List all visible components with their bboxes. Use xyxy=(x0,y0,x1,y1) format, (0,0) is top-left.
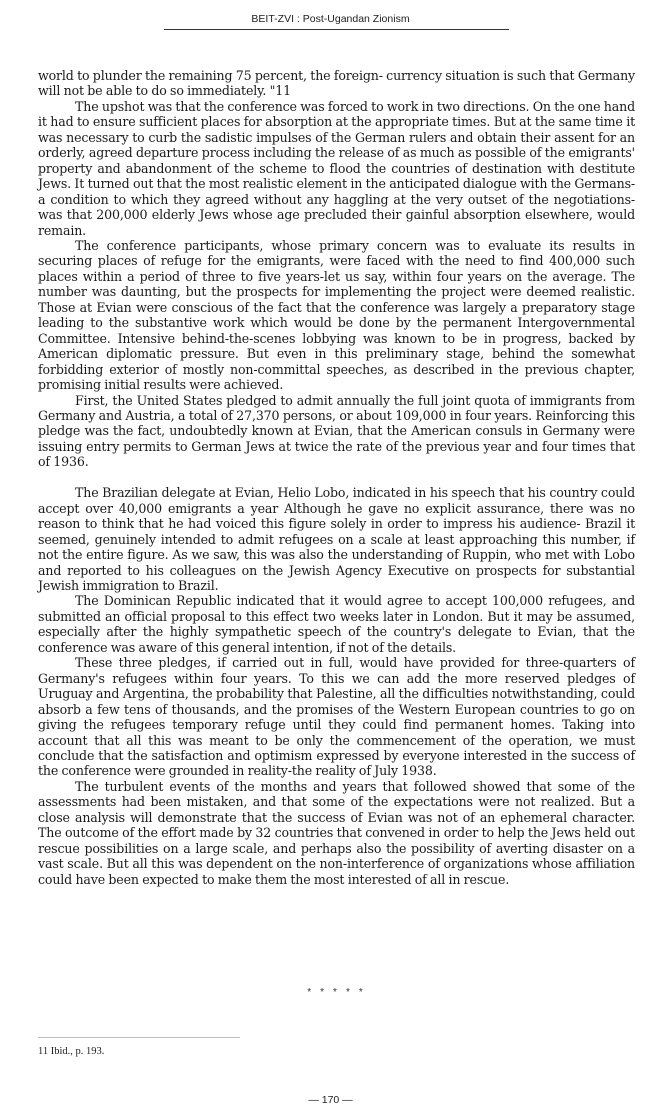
paragraph: The Brazilian delegate at Evian, Helio Lobo, indicated in his speech that his country could accept over 40,000 emigrants a year Although he gave no explicit assurance, there was no reason to think that he had voiced this figure solely in order to impress his audience- Brazil it seemed, genuinely intended to admit refugees on a scale at least approaching this number, if not the entire figure. As we saw, this was also the understanding of Ruppin, who met with Lobo and reported to his colleagues on the Jewish Agency Executive on prospects for substantial Jewish immigration to Brazil. xyxy=(38,485,635,593)
section-break: ***** xyxy=(307,987,372,998)
paragraph: The conference participants, whose primary concern was to evaluate its results in securing places of refuge for the emigrants, were faced with the need to find 400,000 such places within a period of three to five years-let us say, within four years on the average. The number was daunting, but the prospects for implementing the project were deemed realistic. Those at Evian were conscious of the fact that the conference was largely a preparatory stage leading to the substantive work which would be done by the permanent Intergovernmental Committee. Intensive behind-the-scenes lobbying was known to be in progress, backed by American diplomatic pressure. But even in this preliminary stage, behind the somewhat forbidding exterior of mostly non-committal speeches, as described in the previous chapter, promising initial results were achieved. xyxy=(38,237,635,393)
paragraph-continuation: world to plunder the remaining 75 percent, the foreign- currency situation is such that Germany will not be able to do so immediately. "11 xyxy=(38,68,635,99)
body-text xyxy=(38,68,635,887)
footnote: 11 Ibid., p. 193. xyxy=(38,1046,105,1057)
paragraph: These three pledges, if carried out in full, would have provided for three-quarters of Germany's refugees within four years. To this we can add the more reserved pledges of Uruguay and Argentina, the probability that Palestine, all the difficulties notwithstanding, could absorb a few tens of thousands, and the promises of the Western European countries to go on giving the refugees temporary refuge until they could find permanent homes. Taking into account that all this was meant to be only the commencement of the operation, we must conclude that the satisfaction and optimism expressed by everyone interested in the success of the conference were grounded in reality-the reality of July 1938. xyxy=(38,655,635,779)
paragraph: The turbulent events of the months and years that followed showed that some of the assessments had been mistaken, and that some of the expectations were not realized. But a close analysis will demonstrate that the success of Evian was not of an ephemeral character. The outcome of the effort made by 32 countries that convened in order to help the Jews held out rescue possibilities on a large scale, and perhaps also the possibility of averting disaster on a vast scale. But all this was dependent on the non-interference of organizations whose affiliation could have been expected to make them the most interested of all in rescue. xyxy=(38,778,635,887)
footnote-rule xyxy=(38,1037,240,1038)
running-head: BEIT-ZVI : Post-Ugandan Zionism xyxy=(251,13,410,25)
paragraph: First, the United States pledged to admit annually the full joint quota of immigrants from Germany and Austria, a total of 27,370 persons, or about 109,000 in four years. Reinforcing this pledge was the fact, undoubtedly known at Evian, that the American consuls in Germany were issuing entry permits to German Jews at twice the rate of the previous year and four times that of 1936. xyxy=(38,392,635,470)
paragraph: The Dominican Republic indicated that it would agree to accept 100,000 refugees, and submitted an official proposal to this effect two weeks later in London. But it may be assumed, especially after the highly sympathetic speech of the country's delegate to Evian, that the conference was aware of this general intention, if not of the details. xyxy=(38,593,635,655)
header-rule xyxy=(164,29,509,30)
page-number: — 170 — xyxy=(308,1094,353,1106)
paragraph: The upshot was that the conference was forced to work in two directions. On the one hand it had to ensure sufficient places for absorption at the appropriate times. But at the same time it was necessary to curb the sadistic impulses of the German rulers and obtain their assent for an orderly, agreed departure process including the release of as much as possible of the emigrants' property and abandonment of the scheme to flood the countries of destination with destitute Jews. It turned out that the most realistic element in the anticipated dialogue with the Germans-a condition to which they agreed without any haggling at the very outset of the negotiations-was that 200,000 elderly Jews whose age precluded their gainful absorption elsewhere, would remain. xyxy=(38,98,635,238)
